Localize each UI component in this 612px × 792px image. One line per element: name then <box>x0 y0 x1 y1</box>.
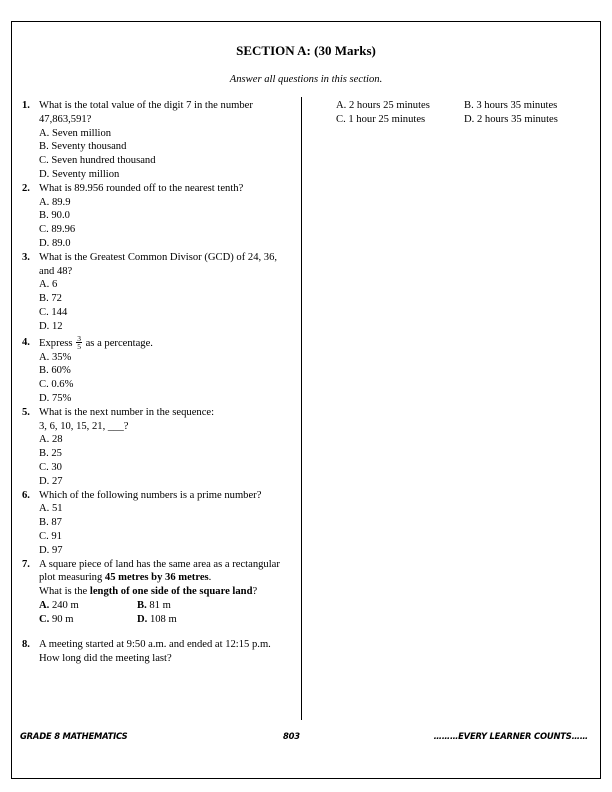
section-instructions: Answer all questions in this section. <box>229 74 383 85</box>
option-d: D. 89.0 <box>39 237 71 249</box>
question-1 <box>22 99 290 127</box>
option-value: 108 m <box>147 613 177 625</box>
footer-subject: GRADE 8 MATHEMATICS <box>20 731 128 741</box>
question-4-options <box>22 351 290 406</box>
right-column <box>336 99 586 127</box>
question-text-part: A square piece of land has the same area as a rectangular plot measuring <box>39 558 280 584</box>
question-text <box>39 558 290 599</box>
question-text: A meeting started at 9:50 a.m. and ended at 12:15 p.m. How long did the meeting last? <box>39 639 271 665</box>
option-a: A. Seven million <box>39 127 112 139</box>
column-divider <box>301 97 302 720</box>
fraction <box>76 335 82 350</box>
option-b: B. 3 hours 35 minutes <box>464 100 558 111</box>
option-b <box>137 599 247 613</box>
option-d: D. 2 hours 35 minutes <box>464 113 558 125</box>
question-text-bold: 45 metres by 36 metres <box>104 572 209 584</box>
question-8-options <box>336 99 586 127</box>
question-6 <box>22 489 290 503</box>
question-1-options <box>22 127 290 182</box>
option-c <box>39 613 137 627</box>
question-6-options <box>22 502 290 557</box>
option-d: D. Seventy million <box>39 168 120 180</box>
question-number: 5. <box>22 406 30 418</box>
question-number: 1. <box>22 100 30 111</box>
option-letter: D. <box>137 613 148 625</box>
option-b: B. 87 <box>39 517 62 529</box>
option-d <box>137 613 247 627</box>
option-c: C. 0.6% <box>39 379 74 391</box>
question-number: 2. <box>22 182 30 194</box>
option-b: B. Seventy thousand <box>39 141 127 153</box>
question-text: What is the Greatest Common Divisor (GCD) of 24, 36, and 48? <box>39 251 278 277</box>
option-d: D. 12 <box>39 320 63 332</box>
question-number: 8. <box>22 639 30 651</box>
option-a: A. 51 <box>39 503 63 515</box>
option-a: A. 2 hours 25 minutes <box>336 100 430 111</box>
question-2 <box>22 182 290 196</box>
option-b: B. 90.0 <box>39 210 70 222</box>
question-text: Which of the following numbers is a prime number? <box>39 489 262 501</box>
question-number: 6. <box>22 489 30 501</box>
option-c: C. 1 hour 25 minutes <box>336 113 426 125</box>
question-text-after: as a percentage. <box>85 337 153 349</box>
option-d: D. 75% <box>39 392 72 404</box>
option-a: A. 28 <box>39 434 63 446</box>
question-3-options <box>22 278 290 333</box>
option-value: 81 m <box>146 599 171 611</box>
option-d: D. 27 <box>39 475 63 487</box>
question-4 <box>22 333 290 351</box>
question-number: 7. <box>22 558 30 570</box>
question-text-part: . <box>208 572 212 584</box>
question-number: 3. <box>22 251 30 263</box>
fraction-numerator: 3 <box>77 333 81 343</box>
question-5-options <box>22 420 290 489</box>
question-text-part: ? <box>252 586 258 598</box>
question-text-part: What is the <box>39 586 90 598</box>
question-2-options <box>22 196 290 251</box>
spacer <box>22 626 290 638</box>
question-3 <box>22 251 290 279</box>
question-text <box>39 333 290 351</box>
option-b: B. 60% <box>39 365 71 377</box>
option-value: 240 m <box>49 599 79 611</box>
question-text: What is the next number in the sequence: <box>39 406 215 418</box>
option-d: D. 97 <box>39 544 63 556</box>
option-a: A. 35% <box>39 351 72 363</box>
question-8 <box>22 638 290 666</box>
option-a: A. 6 <box>39 279 58 291</box>
page-footer <box>20 730 588 744</box>
option-c: C. 91 <box>39 530 62 542</box>
option-b: B. 72 <box>39 293 62 305</box>
option-c: C. 144 <box>39 306 68 318</box>
question-text-before: Express <box>39 337 73 349</box>
option-b: B. 25 <box>39 448 62 460</box>
question-7 <box>22 558 290 599</box>
option-c: C. 30 <box>39 461 62 473</box>
footer-motto: ………EVERY LEARNER COUNTS…… <box>433 731 588 741</box>
left-column <box>22 99 290 666</box>
question-number: 4. <box>22 336 30 348</box>
sequence-line: 3, 6, 10, 15, 21, ___? <box>39 420 129 432</box>
option-letter: A. <box>39 599 50 611</box>
option-a: A. 89.9 <box>39 196 71 208</box>
option-letter: C. <box>39 613 50 625</box>
question-text: What is the total value of the digit 7 in the number 47,863,591? <box>39 100 253 125</box>
option-a <box>39 599 137 613</box>
question-7-options <box>22 599 290 627</box>
option-c: C. Seven hundred thousand <box>39 155 156 167</box>
option-value: 90 m <box>49 613 74 625</box>
fraction-denominator: 5 <box>77 341 81 351</box>
section-title: SECTION A: (30 Marks) <box>236 43 376 58</box>
question-5 <box>22 406 290 420</box>
option-c: C. 89.96 <box>39 224 76 236</box>
question-text-bold: length of one side of the square land <box>89 586 253 598</box>
footer-page-number: 803 <box>283 731 300 741</box>
option-letter: B. <box>137 599 147 611</box>
question-text: What is 89.956 rounded off to the nearest tenth? <box>39 182 244 194</box>
